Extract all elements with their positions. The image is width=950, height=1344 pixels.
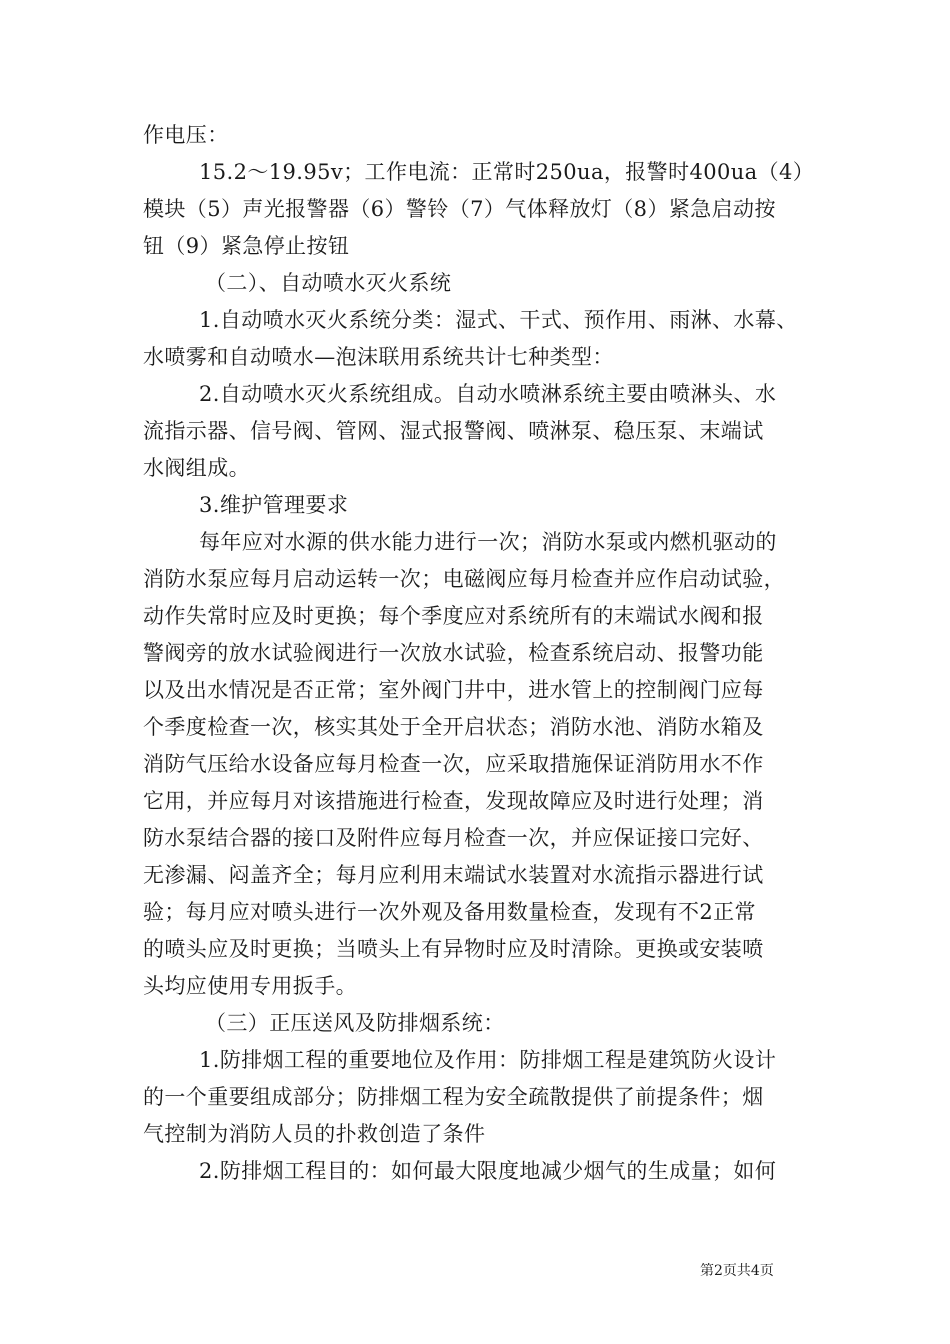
section-heading: （三）正压送风及防排烟系统： (205, 1011, 505, 1035)
page-number: 第2页共4页 (700, 1263, 774, 1279)
document-body (143, 117, 815, 1190)
text-line: 头均应使用专用扳手。 (143, 974, 357, 998)
text-line: 以及出水情况是否正常；室外阀门井中，进水管上的控制阀门应每 (143, 678, 764, 702)
text-line: 1.自动喷水灭火系统分类：湿式、干式、预作用、雨淋、水幕、 (199, 308, 798, 332)
section-heading: （二）、自动喷水灭火系统 (205, 271, 452, 295)
text-line: 15.2～19.95v；工作电流：正常时250ua，报警时400ua（4） (199, 160, 815, 184)
text-line: 警阀旁的放水试验阀进行一次放水试验，检查系统启动、报警功能 (143, 641, 764, 665)
text-line: 的一个重要组成部分；防排烟工程为安全疏散提供了前提条件；烟 (143, 1085, 764, 1109)
text-line: 防水泵结合器的接口及附件应每月检查一次，并应保证接口完好、 (143, 826, 764, 850)
text-line: 无渗漏、闷盖齐全；每月应利用末端试水装置对水流指示器进行试 (143, 863, 764, 887)
text-line: 流指示器、信号阀、管网、湿式报警阀、喷淋泵、稳压泵、末端试 (143, 419, 764, 443)
text-line: 每年应对水源的供水能力进行一次；消防水泵或内燃机驱动的 (199, 530, 777, 554)
text-line: 气控制为消防人员的扑救创造了条件 (143, 1122, 486, 1146)
text-line: 动作失常时应及时更换；每个季度应对系统所有的末端试水阀和报 (143, 604, 764, 628)
text-line: 它用，并应每月对该措施进行检查，发现故障应及时进行处理；消 (143, 789, 764, 813)
text-line: 的喷头应及时更换；当喷头上有异物时应及时清除。更换或安装喷 (143, 937, 764, 961)
text-line: 消防水泵应每月启动运转一次；电磁阀应每月检查并应作启动试验， (143, 567, 785, 591)
text-line: 消防气压给水设备应每月检查一次，应采取措施保证消防用水不作 (143, 752, 764, 776)
text-line: 水喷雾和自动喷水—泡沫联用系统共计七种类型： (143, 345, 614, 369)
text-line: 1.防排烟工程的重要地位及作用：防排烟工程是建筑防火设计 (199, 1048, 777, 1072)
text-line: 2.自动喷水灭火系统组成。自动水喷淋系统主要由喷淋头、水 (199, 382, 777, 406)
text-line: 2.防排烟工程目的：如何最大限度地减少烟气的生成量；如何 (199, 1159, 777, 1183)
text-line: 水阀组成。 (143, 456, 250, 480)
text-line: 验；每月应对喷头进行一次外观及备用数量检查，发现有不2正常 (143, 900, 756, 924)
text-line: 个季度检查一次，核实其处于全开启状态；消防水池、消防水箱及 (143, 715, 764, 739)
text-line: 钮（9）紧急停止按钮 (143, 234, 350, 258)
text-line: 作电压： (143, 123, 229, 147)
text-line: 3.维护管理要求 (199, 493, 349, 517)
text-line: 模块（5）声光报警器（6）警铃（7）气体释放灯（8）紧急启动按 (143, 197, 776, 221)
